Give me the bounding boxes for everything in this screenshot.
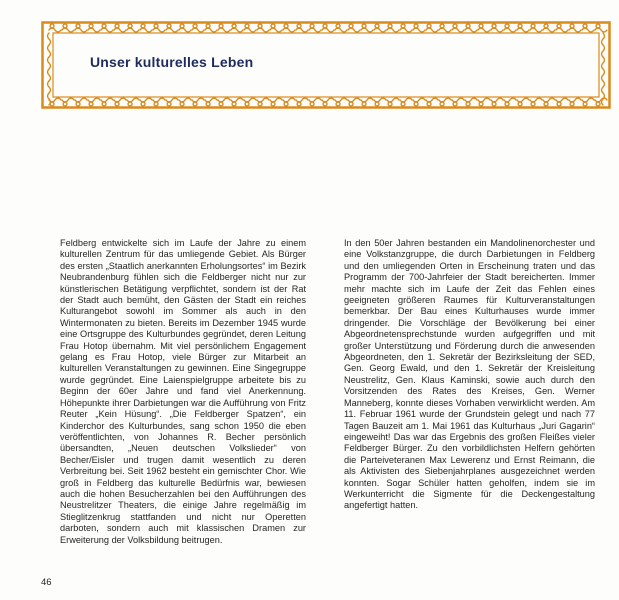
page-number: 46 bbox=[41, 577, 52, 588]
paragraph: Feldberg entwickelte sich im Laufe der Jahre zu einem kulturellen Zentrum für das umliegende Gebiet. Als Bürger des ersten „Staatlich anerkannten Erholungsortes“ im Bezirk Neubrandenburg fühlen sich die Feldberger nicht nur zur künstlerischen Betätigung verpflichtet, sondern ist der Rat der Stadt auch bemüht, den Gästen der Stadt ein reiches Kulturangebot sowohl im Sommer als auch in den Wintermonaten zu bieten. Bereits im Dezember 1945 wurde eine Ortsgruppe des Kulturbundes gegründet, deren Leitung Frau Hotop übernahm. Mit viel persönlichem Engagement gelang es Frau Hotop, viele Bürger zur Mitarbeit an kulturellen Veranstaltungen zu gewinnen. Eine Singegruppe wurde gegründet. Eine Laienspielgruppe arbeitete bis zu Beginn der 60er Jahre und fand viel Anerkennung. Höhepunkte ihrer Darbietungen war die Aufführung von Fritz Reuter „Kein Hüsung“. „Die Feldberger Spatzen“, ein Kinderchor des Kulturbundes, sang schon 1950 die eben veröffentlichten, von Johannes R. Becher persönlich übersandten, „Neuen deutschen Volkslieder“ von Becher/Eisler und trugen damit wesentlich zu deren Verbreitung bei. Seit 1962 besteht ein gemischter Chor. Wie groß in Feldberg das kulturelle Bedürfnis war, bewiesen auch die hohen Besucherzahlen bei den Aufführungen des Neustrelitzer Theaters, die einige Jahre regelmäßig im Stieglitzenkrug stattfanden und nicht nur Operetten darboten, sondern auch mit klassischen Dramen zur Erweiterung der Volksbildung beitrugen. bbox=[60, 238, 306, 545]
page-title: Unser kulturelles Leben bbox=[90, 54, 254, 70]
paragraph: In den 50er Jahren bestanden ein Mandolinenorchester und eine Volkstanzgruppe, die durch Darbietungen in Feldberg und den umliegenden Orten in Erscheinung traten und das Programm der 700-Jahrfeier der Stadt bereicherten. Immer mehr machte sich im Laufe der Zeit das Fehlen eines geeigneten größeren Raumes für Kulturveranstaltungen bemerkbar. Der Bau eines Kulturhauses wurde immer dringender. Die Vorschläge der Bevölkerung bei einer Abgeordnetensprechstunde wurden aufgegriffen und mit großer Unterstützung und Förderung durch die anwesenden Abgeordneten, den 1. Sekretär der Bezirksleitung der SED, Gen. Georg Ewald, und den 1. Sekretär der Kreisleitung Neustrelitz, Gen. Klaus Kaminski, sowie auch durch den Vorsitzenden des Rates des Kreises, Gen. Werner Manneberg, konnte dieses Vorhaben verwirklicht werden. Am 11. Februar 1961 wurde der Grundstein gelegt und nach 77 Tagen Bauzeit am 1. Mai 1961 das Kulturhaus „Juri Gagarin“ eingeweiht! Das war das Ergebnis des großen Fleißes vieler Feldberger Bürger. Zu den vorbildlichsten Helfern gehörten die Parteiveteranen Max Lewerenz und Ernst Reimann, die als Aktivisten des Siebenjahrplanes ausgezeichnet werden konnten. Sogar Schüler hatten geholfen, indem sie im Werkunterricht die Sigmente für die Deckengestaltung angefertigt hatten. bbox=[344, 238, 595, 511]
text-column-left bbox=[60, 238, 306, 546]
text-column-right bbox=[344, 238, 595, 512]
